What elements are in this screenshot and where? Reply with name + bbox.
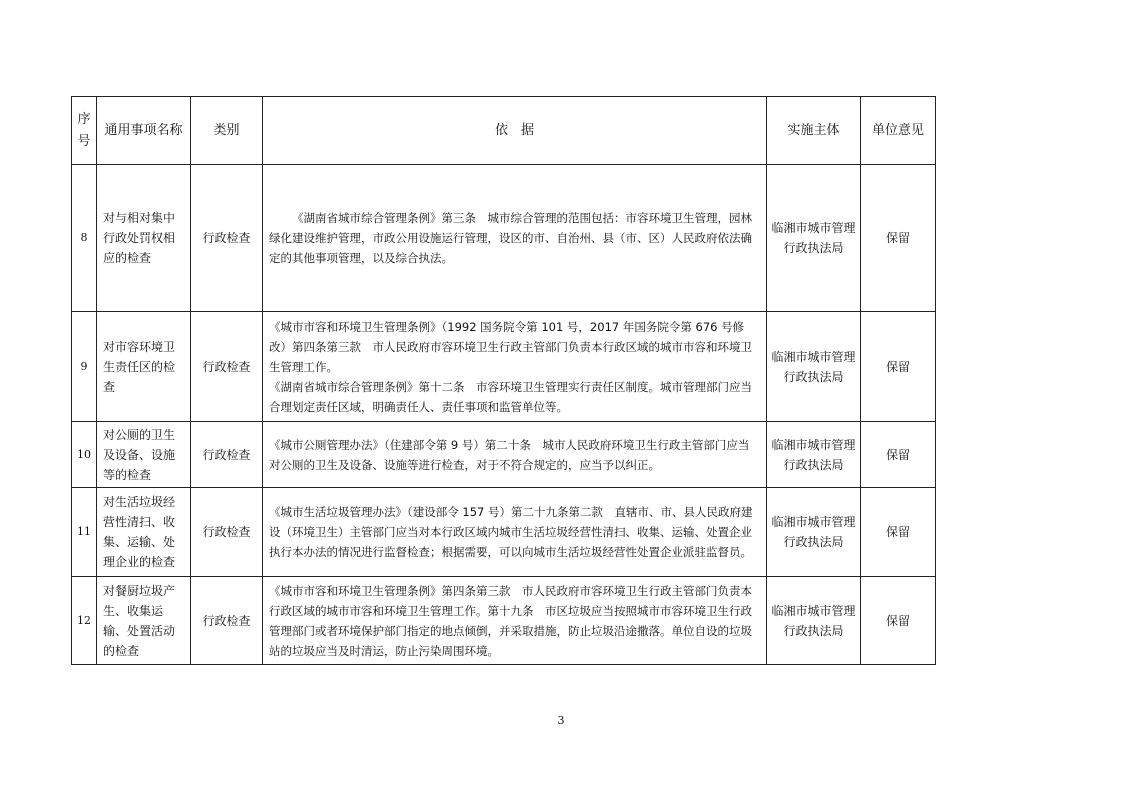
basis-paragraph: 《湖南省城市综合管理条例》第十二条 市容环境卫生管理实行责任区制度。城市管理部门应当合理划定责任区域，明确责任人、责任事项和监管单位等。	[269, 379, 752, 414]
inspection-items-table	[71, 96, 936, 665]
row-basis	[263, 312, 767, 422]
header-category: 类别	[191, 97, 263, 165]
row-seq: 8	[72, 165, 97, 312]
row-item-name: 对生活垃圾经营性清扫、收集、运输、处理企业的检查	[97, 488, 191, 577]
row-agency: 临湘市城市管理行政执法局	[767, 488, 861, 577]
row-opinion: 保留	[861, 488, 936, 577]
row-item-name: 对市容环境卫生责任区的检查	[97, 312, 191, 422]
row-opinion: 保留	[861, 422, 936, 488]
table-row	[72, 312, 936, 422]
row-basis	[263, 488, 767, 577]
table-row	[72, 488, 936, 577]
basis-paragraph: 《城市公厕管理办法》（住建部令第 9 号）第二十条 城市人民政府环境卫生行政主管部门应当对公厕的卫生及设备、设施等进行检查，对于不符合规定的，应当予以纠正。	[269, 437, 750, 472]
row-basis	[263, 165, 767, 312]
row-seq: 12	[72, 577, 97, 665]
row-item-name: 对与相对集中行政处罚权相应的检查	[97, 165, 191, 312]
table-row	[72, 577, 936, 665]
row-opinion: 保留	[861, 165, 936, 312]
header-row	[72, 97, 936, 165]
row-agency: 临湘市城市管理行政执法局	[767, 577, 861, 665]
table-row	[72, 422, 936, 488]
row-category: 行政检查	[191, 577, 263, 665]
row-agency: 临湘市城市管理行政执法局	[767, 422, 861, 488]
basis-paragraph: 《城市市容和环境卫生管理条例》（1992 国务院令第 101 号，2017 年国务院令第 676 号修改）第四条第三款 市人民政府市容环境卫生行政主管部门负责本行政区域的城市市容和环境卫生管理工作。	[269, 319, 752, 374]
table-row	[72, 165, 936, 312]
row-seq: 9	[72, 312, 97, 422]
basis-paragraph: 《湖南省城市综合管理条例》第三条 城市综合管理的范围包括：市容环境卫生管理，园林绿化建设维护管理，市政公用设施运行管理，设区的市、自治州、县（市、区）人民政府依法确定的其他事项管理，以及综合执法。	[269, 211, 752, 265]
basis-paragraph: 《城市生活垃圾管理办法》（建设部令 157 号）第二十九条第二款 直辖市、市、县人民政府建设（环境卫生）主管部门应当对本行政区域内城市生活垃圾经营性清扫、收集、运输、处置企业执行本办法的情况进行监督检查；根据需要，可以向城市生活垃圾经营性处置企业派驻监督员。	[269, 505, 753, 559]
row-opinion: 保留	[861, 312, 936, 422]
header-seq: 序号	[72, 97, 97, 165]
row-basis	[263, 422, 767, 488]
row-seq: 10	[72, 422, 97, 488]
basis-paragraph: 《城市市容和环境卫生管理条例》第四条第三款 市人民政府市容环境卫生行政主管部门负责本行政区域的城市市容和环境卫生管理工作。第十九条 市区垃圾应当按照城市市容环境卫生行政管理部门或者环境保护部门指定的地点倾倒，并采取措施，防止垃圾沿途撒落。单位自设的垃圾站的垃圾应当及时清运，防止污染周围环境。	[269, 583, 752, 658]
row-category: 行政检查	[191, 165, 263, 312]
page-number: 3	[557, 714, 565, 727]
row-category: 行政检查	[191, 312, 263, 422]
row-category: 行政检查	[191, 488, 263, 577]
header-agency: 实施主体	[767, 97, 861, 165]
row-category: 行政检查	[191, 422, 263, 488]
header-basis: 依 据	[263, 97, 767, 165]
row-opinion: 保留	[861, 577, 936, 665]
row-agency: 临湘市城市管理行政执法局	[767, 312, 861, 422]
row-item-name: 对公厕的卫生及设备、设施等的检查	[97, 422, 191, 488]
row-agency: 临湘市城市管理行政执法局	[767, 165, 861, 312]
header-opinion: 单位意见	[861, 97, 936, 165]
row-seq: 11	[72, 488, 97, 577]
row-item-name: 对餐厨垃圾产生、收集运输、处置活动的检查	[97, 577, 191, 665]
header-item-name: 通用事项名称	[97, 97, 191, 165]
row-basis	[263, 577, 767, 665]
